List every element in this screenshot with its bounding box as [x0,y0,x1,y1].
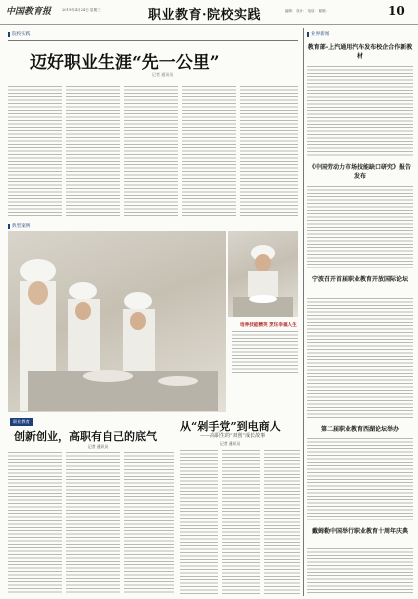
section-label-sidebar: 业界新闻 [311,32,330,37]
article-column [66,452,120,594]
sidebar-item-title: 教育部-上汽通用汽车发布校企合作新教材 [307,44,413,60]
article-column [8,452,62,594]
lower-right-byline: 记者 通讯员 [220,441,241,446]
plating-illustration [228,231,298,317]
chef-plating-photo [228,231,298,317]
feature-title: 迈好职业生涯“先一公里” [30,53,220,73]
lower-left-byline: 记者 通讯员 [88,444,109,449]
column-divider [303,28,304,596]
article-column [180,450,218,594]
article-column [182,86,236,216]
section-label-lower: 职业教育 [10,418,33,426]
divider [8,40,298,41]
lower-left-title: 创新创业，高职有自己的底气 [14,430,157,443]
photo-caption-text [232,331,298,375]
sidebar-item-title: 宁波召开首届职业教育开放国际论坛 [311,276,408,283]
article-column [66,86,120,216]
chef-students-photo [8,231,226,412]
feature-byline: 记者 通讯员 [152,72,174,77]
page-number: 10 [388,4,405,18]
sidebar-item-title: 第二届职业教育西湖论坛举办 [320,426,399,433]
sidebar-item-text [307,548,413,594]
editor-info: 编辑： 设计： 电话： 邮箱： [285,9,329,13]
sidebar-item-title: 《中国劳动力市场技能缺口研究》报告发布 [308,164,411,180]
sidebar-item-title: 戴姆勒中国举行职业教育十周年庆典 [311,528,408,535]
article-column [8,86,62,216]
page-section-title: 职业教育·院校实践 [148,8,262,23]
lower-right-subtitle: ——高职生的“双创”成长故事 [200,433,266,439]
section-marker [8,32,10,37]
article-column [240,86,298,216]
article-column [124,86,178,216]
article-column [124,452,174,594]
section-label-feature: 院校实践 [12,32,31,37]
photo-caption: 培养技能精英 烹饪幸福人生 [240,323,297,328]
lower-right-title: 从“剁手党”到电商人 [180,420,281,433]
issue-date: 2019年4月24日 星期三 [62,8,101,12]
section-marker [8,224,10,229]
sidebar-item-text [307,66,413,156]
section-label-photo: 典型案例 [12,224,31,229]
article-column [264,450,300,594]
sidebar-item-text [307,438,413,520]
article-column [222,450,260,594]
newspaper-logo: 中国教育报 [6,7,52,17]
sidebar-item-text [307,186,413,268]
chef-photo-illustration [8,231,226,412]
masthead [0,0,418,25]
section-marker [307,32,309,37]
sidebar-item-text [307,298,413,418]
